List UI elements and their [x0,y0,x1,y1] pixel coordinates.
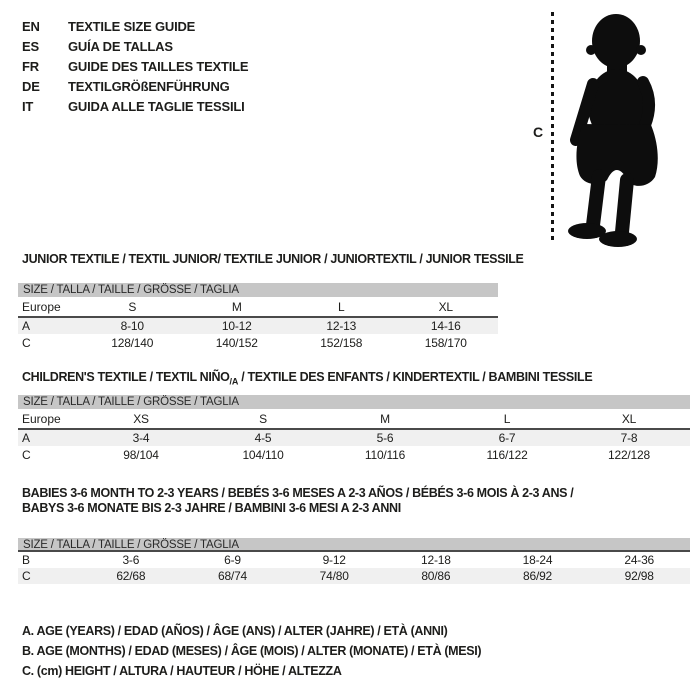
junior-height-row [18,334,498,352]
table-cell: 5-6 [376,431,394,445]
children-title-subscript: /A [229,376,239,387]
size-column-header: L [503,411,511,426]
babies-section-title [22,486,573,516]
measurement-legend [22,621,481,681]
row-label: C [22,448,31,462]
table-cell: 140/152 [215,336,258,350]
language-code: DE [22,78,40,94]
table-cell: 6-7 [498,431,516,445]
children-section-title [22,370,592,387]
language-row-de [22,76,248,96]
row-label: B [22,553,31,567]
table-cell: 3-6 [122,553,140,567]
table-cell: 152/158 [320,336,363,350]
region-label: Europe [22,299,61,314]
table-cell: 12-13 [326,319,357,333]
table-cell: 74/80 [319,569,349,583]
junior-age-row [18,318,498,334]
table-cell: 98/104 [123,448,159,462]
babies-size-table [18,538,690,584]
table-cell: 4-5 [254,431,272,445]
size-column-header: XL [621,411,637,426]
babies-months-row [18,552,690,568]
size-column-header: S [259,411,267,426]
language-code: IT [22,98,34,114]
table-cell: 12-18 [421,553,451,567]
children-height-row [18,446,690,464]
babies-title-line1: BABIES 3-6 MONTH TO 2-3 YEARS / BEBÉS 3-6 MESES A 2-3 AÑOS / BÉBÉS 3-6 MOIS À 2-3 ANS / [22,486,574,500]
table-cell: 116/122 [486,448,528,462]
children-title-suffix: / TEXTILE DES ENFANTS / KINDERTEXTIL / BAMBINI TESSILE [238,370,593,384]
row-label: C [22,336,31,350]
table-cell: 24-36 [624,553,655,567]
table-cell: 122/128 [608,448,650,462]
table-cell: 3-4 [132,431,150,445]
table-cell: 7-8 [620,431,638,445]
language-row-en [22,16,248,36]
table-cell: 9-12 [322,553,346,567]
table-cell: 62/68 [116,569,146,583]
table-cell: 128/140 [111,336,154,350]
table-cell: 92/98 [624,569,654,583]
height-measure-label: C [533,124,544,140]
table-cell: 110/116 [364,448,406,462]
children-table-header-bar: SIZE / TALLA / TAILLE / GRÖSSE / TAGLIA [18,395,690,409]
size-column-header: M [231,299,242,314]
language-title: TEXTILE SIZE GUIDE [68,18,196,34]
row-label: C [22,569,31,583]
language-title-list [22,16,248,116]
junior-section-title: JUNIOR TEXTILE / TEXTIL JUNIOR/ TEXTILE JUNIOR / JUNIORTEXTIL / JUNIOR TESSILE [22,252,524,266]
language-row-fr [22,56,248,76]
table-cell: 80/86 [421,569,451,583]
size-column-header: M [380,411,390,426]
junior-sizes-row [18,297,498,318]
row-label: A [22,319,31,333]
table-cell: 104/110 [242,448,284,462]
language-title: GUÍA DE TALLAS [68,38,173,54]
size-column-header: XL [438,299,453,314]
language-code: FR [22,58,39,74]
table-cell: 86/92 [523,569,553,583]
junior-size-table [18,283,498,352]
size-column-header: XS [133,411,149,426]
language-title: GUIDA ALLE TAGLIE TESSILI [68,98,245,114]
children-sizes-row [18,409,690,430]
table-cell: 158/170 [424,336,467,350]
region-label: Europe [22,411,61,426]
table-cell: 14-16 [430,319,461,333]
row-label: A [22,431,31,445]
language-title: TEXTILGRÖßENFÜHRUNG [68,78,230,94]
language-row-es [22,36,248,56]
children-age-row [18,430,690,446]
toddler-silhouette-icon [563,4,695,248]
language-code: ES [22,38,39,54]
babies-table-header-bar: SIZE / TALLA / TAILLE / GRÖSSE / TAGLIA [18,538,690,552]
table-cell: 10-12 [221,319,252,333]
legend-line-b: B. AGE (MONTHS) / EDAD (MESES) / ÂGE (MOIS) / ALTER (MONATE) / ETÀ (MESI) [22,644,482,658]
legend-line-a: A. AGE (YEARS) / EDAD (AÑOS) / ÂGE (ANS) / ALTER (JAHRE) / ETÀ (ANNI) [22,624,448,638]
junior-table-header-bar: SIZE / TALLA / TAILLE / GRÖSSE / TAGLIA [18,283,498,297]
table-cell: 6-9 [224,553,241,567]
size-column-header: L [338,299,345,314]
table-cell: 68/74 [217,569,248,583]
table-cell: 18-24 [522,553,553,567]
children-title-prefix: CHILDREN'S TEXTILE / TEXTIL NIÑO [22,370,230,384]
language-code: EN [22,18,40,34]
height-measure-dashed-line [551,12,554,243]
children-size-table [18,395,690,464]
size-column-header: S [128,299,137,314]
babies-height-row [18,568,690,584]
language-row-it [22,96,248,116]
babies-title-line2: BABYS 3-6 MONATE BIS 2-3 JAHRE / BAMBINI 3-6 MESI A 2-3 ANNI [22,501,401,515]
legend-line-c: C. (cm) HEIGHT / ALTURA / HAUTEUR / HÖHE / ALTEZZA [22,664,342,678]
language-title: GUIDE DES TAILLES TEXTILE [68,58,249,74]
table-cell: 8-10 [120,319,144,333]
